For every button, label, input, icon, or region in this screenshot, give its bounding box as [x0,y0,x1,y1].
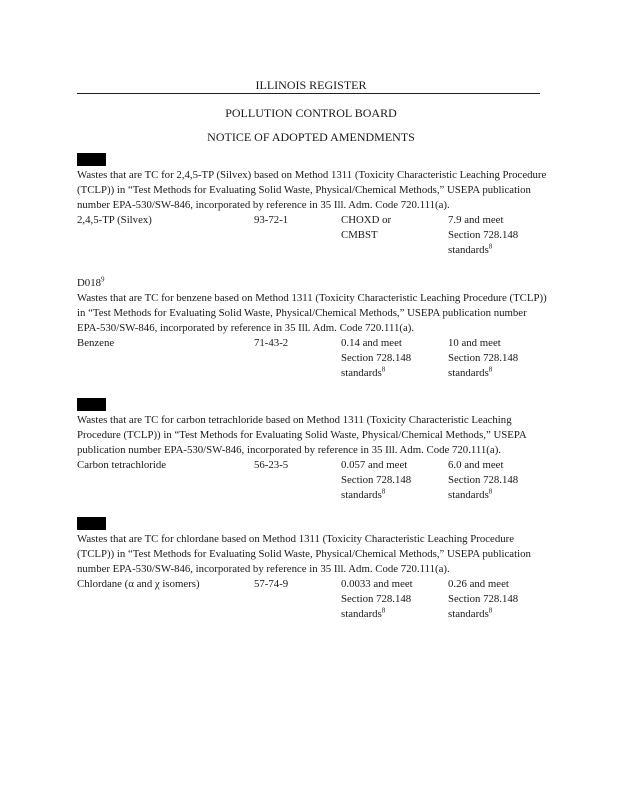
redaction-bar [77,517,106,530]
footnote-ref: 8 [488,242,493,251]
header-rule [77,93,540,94]
nonwastewater-standard: 10 and meet Section 728.148 standards$^8$ [448,337,519,379]
footnote-ref: 8 [488,606,493,615]
entry-description: Wastes that are TC for benzene based on Method 1311 (Toxicity Characteristic Leaching Procedure (TCLP)) in “Test Methods for Evaluating Solid Waste, Physical/Chemical Methods,” USEPA publication number EPA-530/SW-846, incorporated by reference in 35 Ill. Adm. Code 720.111(a). [77,292,547,334]
constituent-row [77,213,547,259]
wastewater-standard: 0.14 and meet Section 728.148 standards$^8$ [341,337,412,379]
constituent-row [77,336,547,382]
wastewater-standard: CHOXD or CMBST [341,214,392,241]
waste-entry-carbon-tetrachloride [77,398,547,504]
footnote-ref: 8 [381,487,386,496]
constituent-name: Chlordane (α and χ isomers) [77,578,200,590]
board-title: POLLUTION CONTROL BOARD [225,106,397,120]
constituent-name: Benzene [77,337,115,349]
nonwastewater-standard: 0.26 and meet Section 728.148 standards$^8$ [448,578,519,620]
entry-description: Wastes that are TC for chlordane based on Method 1311 (Toxicity Characteristic Leaching Procedure (TCLP)) in “Test Methods for Evaluating Solid Waste, Physical/Chemical Methods,” USEPA publication number EPA-530/SW-846, incorporated by reference in 35 Ill. Adm. Code 720.111(a). [77,533,531,575]
constituent-name: Carbon tetrachloride [77,459,167,471]
wastewater-standard: 0.057 and meet Section 728.148 standards$^8$ [341,459,412,501]
waste-code: $D018^9$ [77,275,105,289]
constituent-row [77,577,547,623]
cas-number: 56-23-5 [254,459,289,471]
redaction-bar [77,153,106,166]
constituent-row [77,458,547,504]
footnote-ref: 8 [381,606,386,615]
entry-description: Wastes that are TC for 2,4,5-TP (Silvex) based on Method 1311 (Toxicity Characteristic Leaching Procedure (TCLP)) in “Test Methods for Evaluating Solid Waste, Physical/Chemical Methods,” USEPA publication number EPA-530/SW-846, incorporated by reference in 35 Ill. Adm. Code 720.111(a). [77,169,547,211]
cas-number: 71-43-2 [254,337,289,349]
entry-description: Wastes that are TC for carbon tetrachloride based on Method 1311 (Toxicity Characteristic Leaching Procedure (TCLP)) in “Test Methods for Evaluating Solid Waste, Physical/Chemical Methods,” USEPA publication number EPA-530/SW-846, incorporated by reference in 35 Ill. Adm. Code 720.111(a). [77,414,527,456]
footnote-ref: 8 [381,365,386,374]
waste-entry-silvex [77,153,547,259]
notice-title: NOTICE OF ADOPTED AMENDMENTS [207,130,415,144]
register-title: ILLINOIS REGISTER [255,78,367,92]
waste-entry-benzene [77,276,547,382]
cas-number: 93-72-1 [254,214,289,226]
nonwastewater-standard: 7.9 and meet Section 728.148 standards$^8$ [448,214,519,256]
wastewater-standard: 0.0033 and meet Section 728.148 standards$^8$ [341,578,413,620]
nonwastewater-standard: 6.0 and meet Section 728.148 standards$^8$ [448,459,519,501]
redaction-bar [77,398,106,411]
constituent-name: 2,4,5-TP (Silvex) [77,214,152,226]
footnote-ref: 8 [488,487,493,496]
cas-number: 57-74-9 [254,578,289,590]
waste-entry-chlordane [77,517,547,623]
footnote-ref: 9 [101,275,105,284]
footnote-ref: 8 [488,365,493,374]
